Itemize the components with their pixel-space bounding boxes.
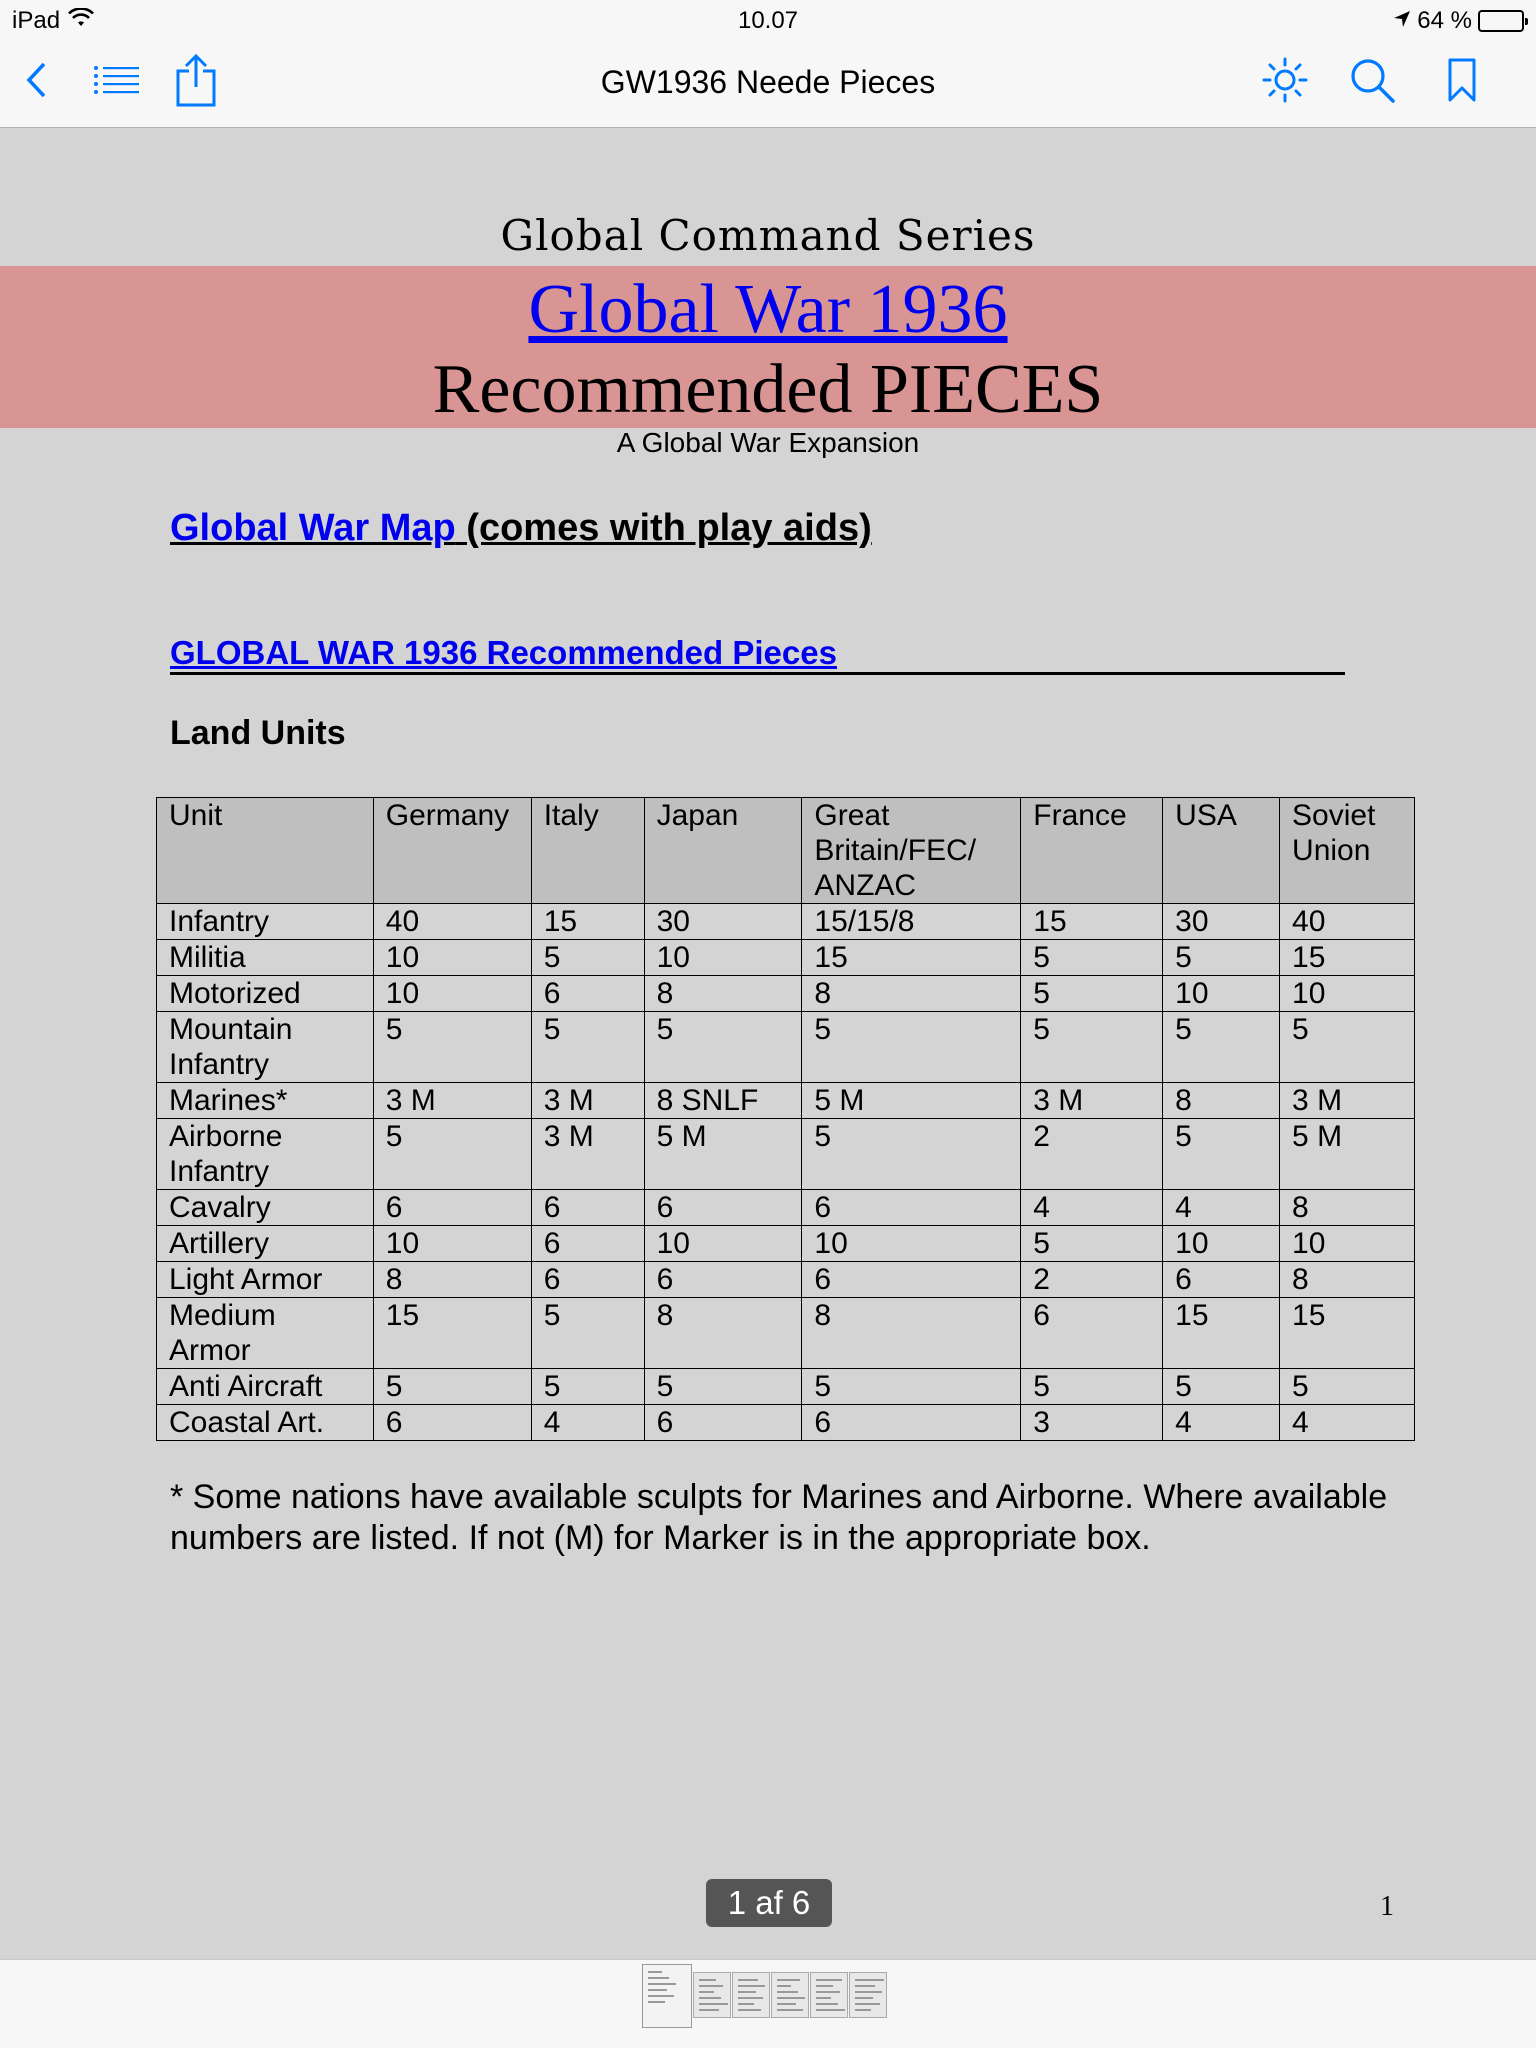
- pdf-page[interactable]: [0, 129, 1536, 1959]
- count-cell: 5: [373, 1119, 531, 1190]
- thumbnail-line: [699, 1985, 723, 1987]
- unit-name-cell: Coastal Art.: [157, 1405, 374, 1441]
- page-thumbnail[interactable]: [810, 1972, 848, 2018]
- thumbnail-line: [777, 1991, 798, 1993]
- count-cell: 8: [802, 1298, 1021, 1369]
- count-cell: 10: [373, 976, 531, 1012]
- table-header-cell: Japan: [644, 798, 802, 904]
- count-cell: 8: [644, 976, 802, 1012]
- count-cell: 8: [644, 1298, 802, 1369]
- count-cell: 6: [531, 1190, 644, 1226]
- thumbnail-line: [648, 1971, 662, 1973]
- page-number: 1: [1380, 1891, 1394, 1922]
- count-cell: 15: [1163, 1298, 1280, 1369]
- unit-name-cell: Light Armor: [157, 1262, 374, 1298]
- count-cell: 3: [1021, 1405, 1163, 1441]
- count-cell: 5: [531, 1298, 644, 1369]
- count-cell: 8: [373, 1262, 531, 1298]
- expansion-text: A Global War Expansion: [616, 427, 920, 458]
- table-header-row: [157, 798, 1415, 904]
- thumbnail-line: [816, 1985, 833, 1987]
- thumbnail-line: [816, 2009, 845, 2011]
- footnote: * Some nations have available sculpts for Marines and Airborne. Where available numbers are listed. If not (M) for Marker is in the appropriate box.: [170, 1478, 1388, 1557]
- count-cell: 10: [1163, 1226, 1280, 1262]
- thumbnail-line: [738, 2009, 761, 2011]
- thumbnail-line: [855, 1991, 882, 1993]
- count-cell: 5: [531, 1369, 644, 1405]
- thumbnail-line: [777, 2009, 803, 2011]
- table-header-cell: France: [1021, 798, 1163, 904]
- count-cell: 8: [802, 976, 1021, 1012]
- unit-name-cell: Medium Armor: [157, 1298, 374, 1369]
- device-name: iPad: [12, 7, 61, 34]
- thumbnail-line: [648, 2001, 665, 2003]
- document-title: GW1936 Neede Pieces: [600, 64, 936, 100]
- count-cell: 10: [644, 940, 802, 976]
- count-cell: 15: [1280, 940, 1415, 976]
- count-cell: 5: [1163, 1012, 1280, 1083]
- thumbnail-line: [699, 1979, 716, 1981]
- count-cell: 5: [802, 1369, 1021, 1405]
- thumbnail-line: [648, 1995, 674, 1997]
- unit-name-cell: Anti Aircraft: [157, 1369, 374, 1405]
- count-cell: 3 M: [1280, 1083, 1415, 1119]
- table-row: [157, 1119, 1415, 1190]
- thumbnail-line: [816, 1991, 840, 1993]
- count-cell: 4: [1280, 1405, 1415, 1441]
- thumbnail-line: [855, 1985, 875, 1987]
- table-row: [157, 1298, 1415, 1369]
- table-header-cell: Germany: [373, 798, 531, 904]
- count-cell: 8 SNLF: [644, 1083, 802, 1119]
- table-row: [157, 1012, 1415, 1083]
- count-cell: 10: [644, 1226, 802, 1262]
- count-cell: 10: [1280, 1226, 1415, 1262]
- bookmark-icon: [1447, 58, 1477, 107]
- table-header-cell: Italy: [531, 798, 644, 904]
- count-cell: 5: [644, 1369, 802, 1405]
- thumbnail-line: [738, 1997, 763, 1999]
- section-heading: Land Units: [170, 714, 346, 752]
- brightness-button[interactable]: [1253, 50, 1317, 114]
- table-row: [157, 1405, 1415, 1441]
- count-cell: 15: [1021, 904, 1163, 940]
- table-body: [157, 904, 1415, 1441]
- count-cell: 5: [802, 1012, 1021, 1083]
- count-cell: 2: [1021, 1262, 1163, 1298]
- land-units-table: [156, 797, 1415, 1441]
- brightness-icon: [1262, 57, 1308, 108]
- count-cell: 5: [1021, 1226, 1163, 1262]
- count-cell: 5: [1163, 1369, 1280, 1405]
- page-thumbnail[interactable]: [693, 1972, 731, 2018]
- count-cell: 3 M: [1021, 1083, 1163, 1119]
- table-header-cell: USA: [1163, 798, 1280, 904]
- unit-name-cell: Airborne Infantry: [157, 1119, 374, 1190]
- thumbnail-line: [738, 1991, 756, 1993]
- thumbnail-line: [738, 1985, 765, 1987]
- unit-name-cell: Infantry: [157, 904, 374, 940]
- count-cell: 5 M: [644, 1119, 802, 1190]
- page-thumbnail[interactable]: [771, 1972, 809, 2018]
- count-cell: 15: [1280, 1298, 1415, 1369]
- thumbnail-line: [699, 1991, 714, 1993]
- table-row: [157, 1190, 1415, 1226]
- thumbnail-line: [738, 2003, 754, 2005]
- count-cell: 6: [802, 1405, 1021, 1441]
- count-cell: 5: [1021, 976, 1163, 1012]
- count-cell: 10: [1163, 976, 1280, 1012]
- table-row: [157, 976, 1415, 1012]
- count-cell: 5: [1021, 1369, 1163, 1405]
- count-cell: 5: [531, 940, 644, 976]
- count-cell: 30: [1163, 904, 1280, 940]
- table-row: [157, 1369, 1415, 1405]
- status-bar: [0, 0, 1536, 40]
- thumbnail-line: [738, 1979, 758, 1981]
- table-row: [157, 904, 1415, 940]
- count-cell: 6: [802, 1190, 1021, 1226]
- count-cell: 15: [802, 940, 1021, 976]
- thumbnail-line: [855, 1979, 884, 1981]
- count-cell: 6: [531, 976, 644, 1012]
- thumbnail-line: [816, 1997, 831, 1999]
- thumbnail-line: [777, 2003, 796, 2005]
- count-cell: 6: [1163, 1262, 1280, 1298]
- thumbnail-line: [699, 2003, 728, 2005]
- unit-name-cell: Militia: [157, 940, 374, 976]
- count-cell: 15: [531, 904, 644, 940]
- count-cell: 5: [1021, 1012, 1163, 1083]
- count-cell: 8: [1280, 1262, 1415, 1298]
- thumbnail-line: [855, 1997, 873, 1999]
- count-cell: 6: [644, 1262, 802, 1298]
- table-row: [157, 1083, 1415, 1119]
- count-cell: 4: [1021, 1190, 1163, 1226]
- pieces-heading-link[interactable]: GLOBAL WAR 1936 Recommended Pieces: [170, 634, 837, 671]
- count-cell: 6: [373, 1190, 531, 1226]
- thumbnail-line: [816, 2003, 838, 2005]
- table-row: [157, 1262, 1415, 1298]
- count-cell: 3 M: [531, 1119, 644, 1190]
- count-cell: 6: [802, 1262, 1021, 1298]
- unit-name-cell: Artillery: [157, 1226, 374, 1262]
- count-cell: 4: [1163, 1190, 1280, 1226]
- count-cell: 40: [373, 904, 531, 940]
- page-thumbnail[interactable]: [732, 1972, 770, 2018]
- count-cell: 10: [802, 1226, 1021, 1262]
- thumbnail-line: [855, 2003, 880, 2005]
- battery-percent: 64 %: [1417, 7, 1472, 34]
- location-arrow-icon: [1393, 7, 1411, 35]
- unit-name-cell: Cavalry: [157, 1190, 374, 1226]
- thumbnail-line: [648, 1983, 676, 1985]
- count-cell: 5: [1021, 940, 1163, 976]
- table-row: [157, 1226, 1415, 1262]
- thumbnail-bar: [0, 1959, 1536, 2048]
- count-cell: 30: [644, 904, 802, 940]
- count-cell: 5: [373, 1369, 531, 1405]
- table-header-cell: Great Britain/FEC/ ANZAC: [802, 798, 1021, 904]
- thumbnail-line: [816, 1979, 842, 1981]
- count-cell: 5: [1163, 1119, 1280, 1190]
- count-cell: 5: [373, 1012, 531, 1083]
- count-cell: 5: [1280, 1012, 1415, 1083]
- count-cell: 6: [531, 1262, 644, 1298]
- count-cell: 5: [1163, 940, 1280, 976]
- count-cell: 5 M: [802, 1083, 1021, 1119]
- table-header-cell: Unit: [157, 798, 374, 904]
- series-title: Global Command Series: [500, 211, 1036, 260]
- count-cell: 4: [1163, 1405, 1280, 1441]
- battery-icon: [1478, 10, 1524, 32]
- unit-name-cell: Mountain Infantry: [157, 1012, 374, 1083]
- count-cell: 2: [1021, 1119, 1163, 1190]
- thumbnail-strip: [642, 1972, 888, 2028]
- page-thumbnail[interactable]: [642, 1964, 692, 2028]
- count-cell: 5 M: [1280, 1119, 1415, 1190]
- count-cell: 5: [802, 1119, 1021, 1190]
- count-cell: 6: [1021, 1298, 1163, 1369]
- count-cell: 8: [1163, 1083, 1280, 1119]
- title-link[interactable]: Global War 1936: [528, 271, 1008, 348]
- table-header-cell: Soviet Union: [1280, 798, 1415, 904]
- count-cell: 6: [644, 1190, 802, 1226]
- page-thumbnail[interactable]: [849, 1972, 887, 2018]
- subtitle: Recommended PIECES: [432, 351, 1104, 428]
- count-cell: 6: [644, 1405, 802, 1441]
- count-cell: 6: [531, 1226, 644, 1262]
- table-row: [157, 940, 1415, 976]
- thumbnail-line: [777, 1979, 800, 1981]
- count-cell: 8: [1280, 1190, 1415, 1226]
- pieces-heading: [170, 634, 1345, 675]
- count-cell: 15: [373, 1298, 531, 1369]
- search-icon: [1349, 57, 1395, 108]
- thumbnail-line: [777, 1985, 791, 1987]
- unit-name-cell: Motorized: [157, 976, 374, 1012]
- thumbnail-line: [699, 2009, 719, 2011]
- bookmark-button[interactable]: [1430, 50, 1494, 114]
- count-cell: 15/15/8: [802, 904, 1021, 940]
- count-cell: 3 M: [373, 1083, 531, 1119]
- count-cell: 3 M: [531, 1083, 644, 1119]
- count-cell: 5: [644, 1012, 802, 1083]
- count-cell: 5: [531, 1012, 644, 1083]
- count-cell: 6: [373, 1405, 531, 1441]
- map-note: (comes with play aids): [455, 507, 872, 549]
- count-cell: 10: [373, 1226, 531, 1262]
- thumbnail-line: [777, 1997, 805, 1999]
- navigation-bar: [0, 40, 1536, 128]
- count-cell: 40: [1280, 904, 1415, 940]
- map-line: [170, 507, 872, 550]
- count-cell: 5: [1280, 1369, 1415, 1405]
- thumbnail-line: [648, 1989, 667, 1991]
- count-cell: 10: [1280, 976, 1415, 1012]
- thumbnail-line: [648, 1977, 669, 1979]
- map-link[interactable]: Global War Map: [170, 507, 456, 549]
- unit-name-cell: Marines*: [157, 1083, 374, 1119]
- page-indicator: 1 af 6: [706, 1879, 832, 1927]
- count-cell: 10: [373, 940, 531, 976]
- clock: 10.07: [737, 7, 799, 34]
- search-button[interactable]: [1340, 50, 1404, 114]
- thumbnail-line: [855, 2009, 871, 2011]
- count-cell: 4: [531, 1405, 644, 1441]
- thumbnail-line: [699, 1997, 721, 1999]
